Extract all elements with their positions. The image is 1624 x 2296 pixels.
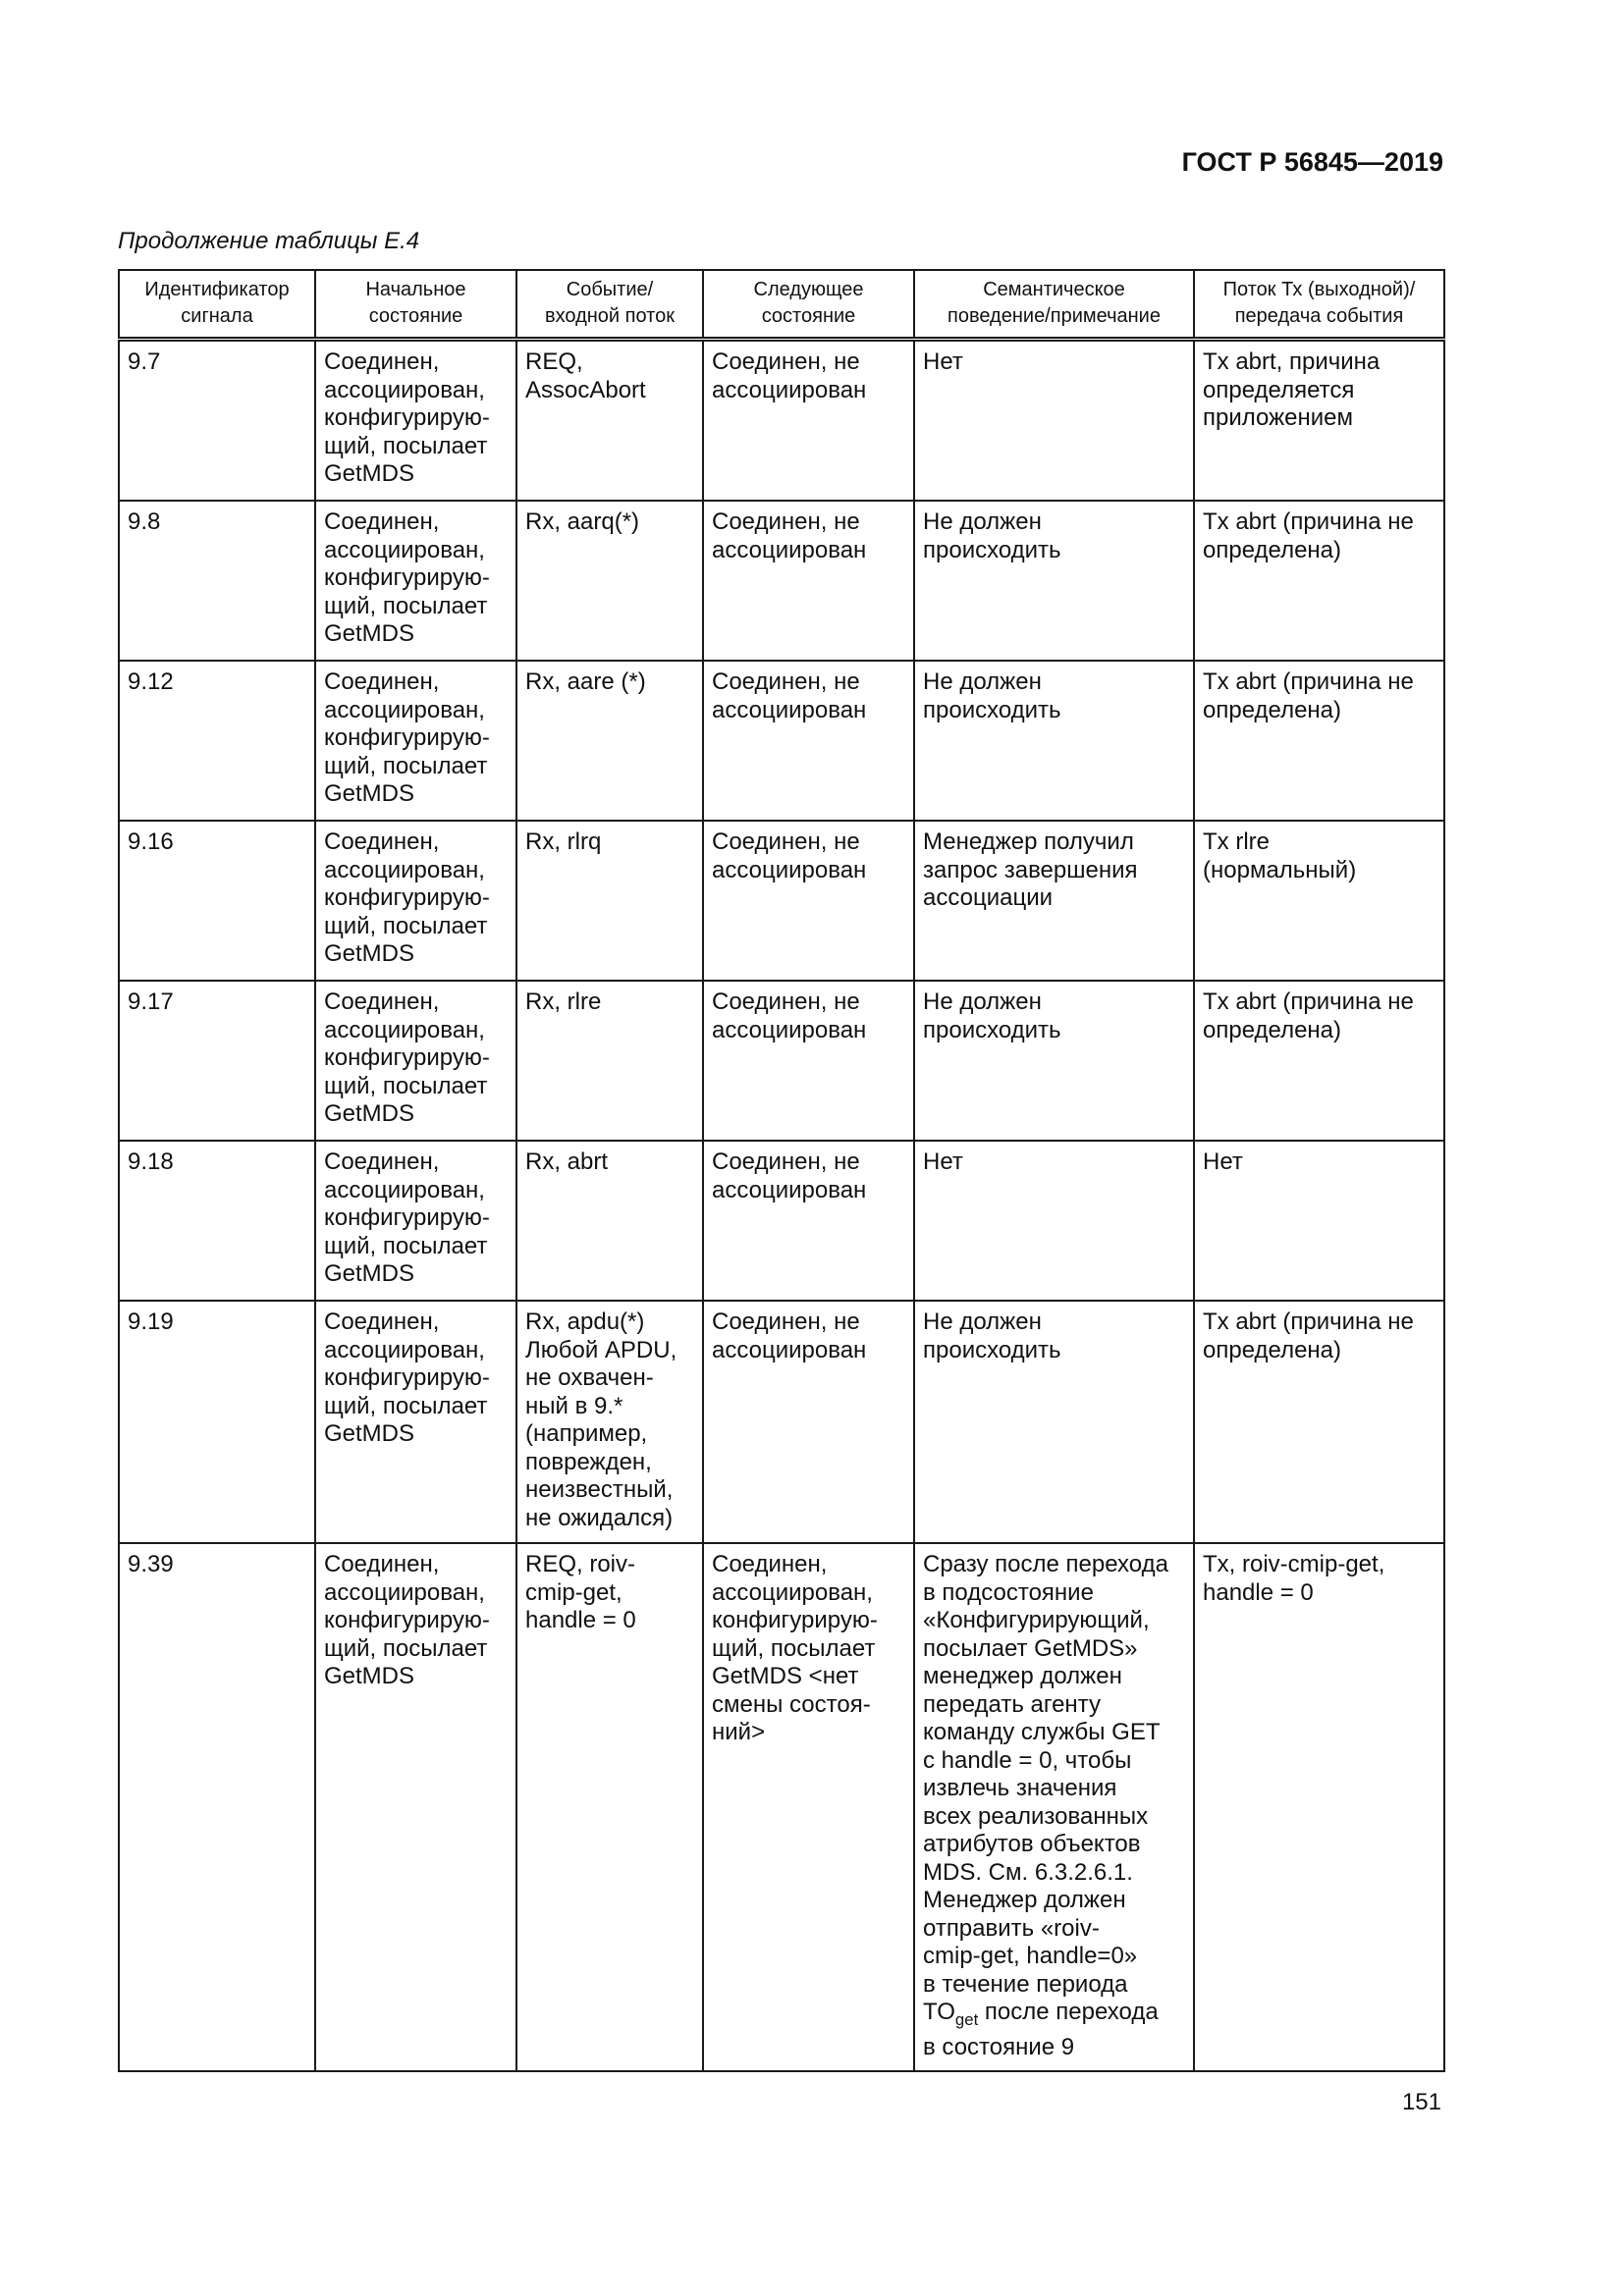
cell-signal-id: 9.7 [119,340,315,502]
table-row [119,340,1444,502]
table-caption: Продолжение таблицы Е.4 [118,228,420,254]
cell-signal-id: 9.19 [119,1301,315,1543]
cell-next-state: Соединен, не ассоциирован [703,981,914,1141]
cell-semantic: Не должен происходить [914,501,1194,661]
table-row [119,981,1444,1141]
cell-next-state: Соединен, не ассоциирован [703,821,914,981]
cell-initial-state: Соединен, ассоциирован, конфигурирую- щий, посылает GetMDS [315,501,516,661]
cell-event: Rx, rlre [516,981,703,1141]
cell-initial-state: Соединен, ассоциирован, конфигурирую- щий, посылает GetMDS [315,1543,516,2071]
cell-tx: Tx rlre (нормальный) [1194,821,1444,981]
semantic-text-main: Сразу после перехода в подсостояние «Конфигурирующий, посылает GetMDS» менеджер должен передать агенту команду службы GET с handle = 0, чтобы извлечь значения всех реализованных атрибутов объектов MDS. См. 6.3.2.6.1. Менеджер должен отправить «roiv- cmip-get, handle=0» в течение периода TO [923,1551,1168,2025]
cell-tx: Tx abrt, причина определяется приложением [1194,340,1444,502]
cell-initial-state: Соединен, ассоциирован, конфигурирую- щий, посылает GetMDS [315,661,516,821]
cell-tx: Tx abrt (причина не определена) [1194,981,1444,1141]
cell-event: Rx, apdu(*) Любой APDU, не охвачен- ный в 9.* (например, поврежден, неизвестный, не ожидался) [516,1301,703,1543]
cell-tx: Tx abrt (причина не определена) [1194,501,1444,661]
table-row [119,1543,1444,2071]
document-code: ГОСТ Р 56845—2019 [1181,147,1443,177]
cell-tx: Tx, roiv-cmip-get, handle = 0 [1194,1543,1444,2071]
cell-signal-id: 9.8 [119,501,315,661]
column-header-initial-state: Начальное состояние [315,270,516,340]
column-header-event: Событие/ входной поток [516,270,703,340]
cell-initial-state: Соединен, ассоциирован, конфигурирую- щий, посылает GetMDS [315,340,516,502]
column-header-signal-id: Идентификатор сигнала [119,270,315,340]
cell-semantic: Не должен происходить [914,1301,1194,1543]
cell-signal-id: 9.16 [119,821,315,981]
cell-signal-id: 9.12 [119,661,315,821]
cell-signal-id: 9.39 [119,1543,315,2071]
cell-event: Rx, aare (*) [516,661,703,821]
cell-semantic: Нет [914,1141,1194,1301]
table-row [119,821,1444,981]
column-header-semantic: Семантическое поведение/примечание [914,270,1194,340]
cell-next-state: Соединен, не ассоциирован [703,340,914,502]
cell-signal-id: 9.18 [119,1141,315,1301]
cell-semantic [914,1543,1194,2071]
semantic-text-tail: после перехода в состояние 9 [923,1999,1159,2061]
cell-next-state: Соединен, не ассоциирован [703,501,914,661]
table-row [119,1301,1444,1543]
cell-next-state: Соединен, не ассоциирован [703,661,914,821]
table-row [119,1141,1444,1301]
table-row [119,501,1444,661]
table-row [119,661,1444,821]
cell-next-state: Соединен, не ассоциирован [703,1141,914,1301]
cell-initial-state: Соединен, ассоциирован, конфигурирую- щий, посылает GetMDS [315,1141,516,1301]
cell-next-state: Соединен, ассоциирован, конфигурирую- щий, посылает GetMDS <нет смены состоя- ний> [703,1543,914,2071]
cell-event: Rx, abrt [516,1141,703,1301]
cell-initial-state: Соединен, ассоциирован, конфигурирую- щий, посылает GetMDS [315,981,516,1141]
cell-semantic: Не должен происходить [914,661,1194,821]
cell-event: Rx, aarq(*) [516,501,703,661]
cell-tx: Tx abrt (причина не определена) [1194,661,1444,821]
cell-initial-state: Соединен, ассоциирован, конфигурирую- щий, посылает GetMDS [315,1301,516,1543]
signal-table [118,269,1445,2072]
page-number: 151 [1401,2089,1441,2115]
cell-semantic: Не должен происходить [914,981,1194,1141]
cell-event: REQ, AssocAbort [516,340,703,502]
cell-event: Rx, rlrq [516,821,703,981]
column-header-tx: Поток Тх (выходной)/ передача события [1194,270,1444,340]
semantic-subscript: get [954,2009,979,2029]
cell-tx: Tx abrt (причина не определена) [1194,1301,1444,1543]
cell-next-state: Соединен, не ассоциирован [703,1301,914,1543]
cell-signal-id: 9.17 [119,981,315,1141]
cell-initial-state: Соединен, ассоциирован, конфигурирую- щий, посылает GetMDS [315,821,516,981]
table-header-row [119,270,1444,340]
cell-tx: Нет [1194,1141,1444,1301]
column-header-next-state: Следующее состояние [703,270,914,340]
cell-event: REQ, roiv- cmip-get, handle = 0 [516,1543,703,2071]
cell-semantic: Нет [914,340,1194,502]
cell-semantic: Менеджер получил запрос завершения ассоциации [914,821,1194,981]
